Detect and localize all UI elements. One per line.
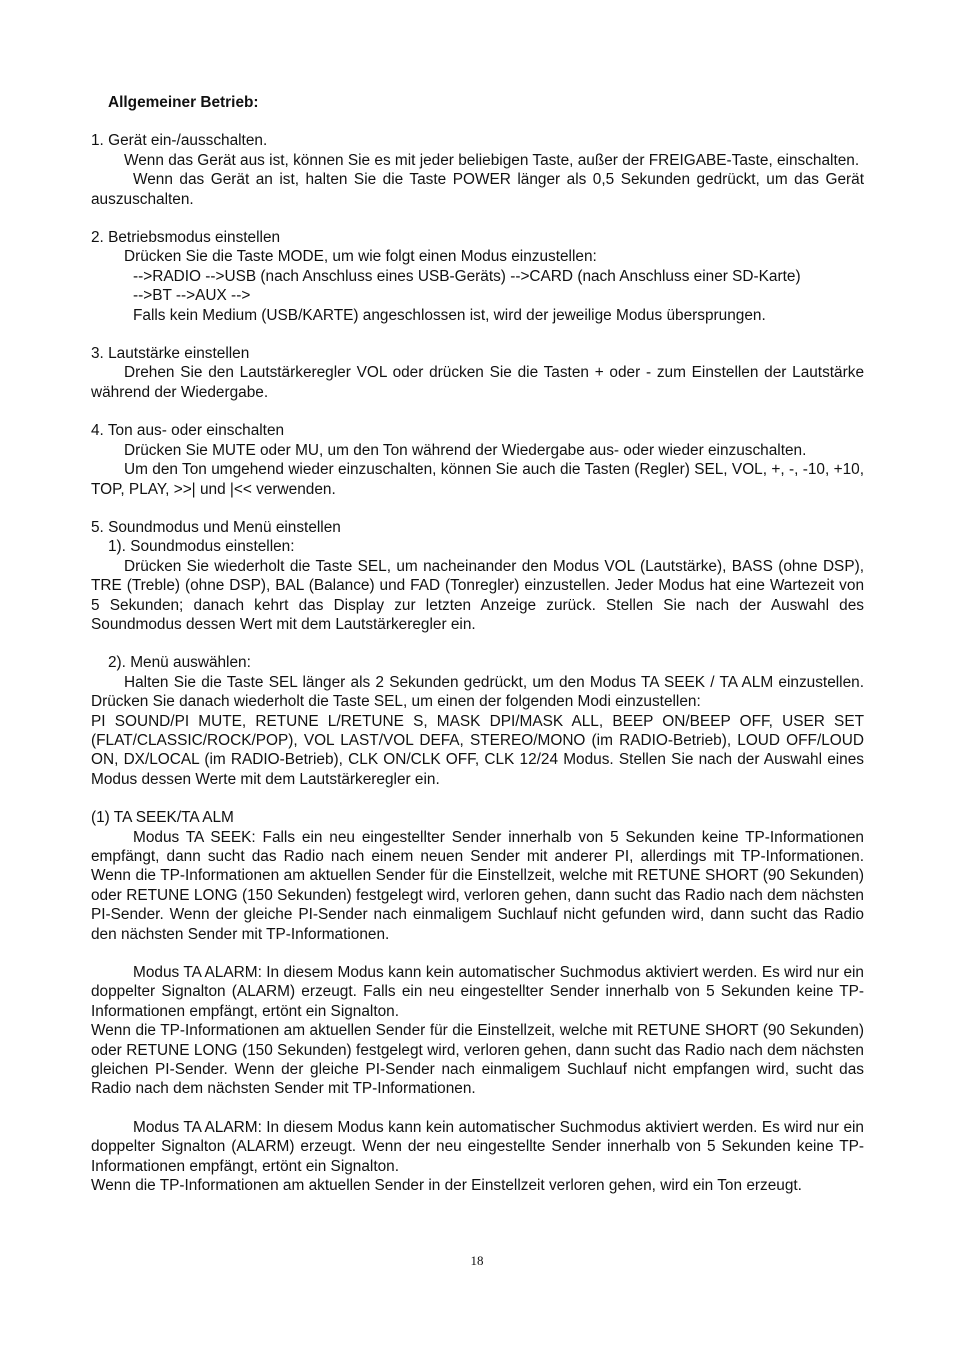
page-number: 18 [470,1253,484,1268]
paragraph: Drücken Sie die Taste MODE, um wie folgt einen Modus einzustellen: [124,248,597,266]
paragraph: Drücken Sie MUTE oder MU, um den Ton während der Wiedergabe aus- oder wieder einzuschalten. [124,441,807,459]
mode-sequence-line: -->RADIO -->USB (nach Anschluss eines USB-Geräts) -->CARD (nach Anschluss einer SD-Karte) [133,267,801,285]
page-title: Allgemeiner Betrieb: [108,94,259,111]
paragraph: Drücken Sie wiederholt die Taste SEL, um nacheinander den Modus VOL (Lautstärke), BASS (ohne DSP), TRE (Treble) (ohne DSP), BAL (Balance) und FAD (Tonregler) einzustellen. Jeder Modus hat eine Wartezeit von 5 Sekunden; danach kehrt das Display zur letzten Anzeige zurück. Stellen Sie nach der Auswahl des Soundmodus dessen Wert mit dem Lautstärkeregler ein. [91,557,864,633]
paragraph: Halten Sie die Taste SEL länger als 2 Sekunden gedrückt, um den Modus TA SEEK / TA ALM einzustellen. Drücken Sie danach wiederholt die Taste SEL, um einen der folgenden Modi einzustellen: [91,673,864,711]
subsection-heading: 2). Menü auswählen: [108,654,251,672]
paragraph: Wenn die TP-Informationen am aktuellen Sender in der Einstellzeit verloren gehen, wird ein Ton erzeugt. [91,1177,802,1195]
paragraph: Wenn die TP-Informationen am aktuellen Sender für die Einstellzeit, welche mit RETUNE SHORT (90 Sekunden) oder RETUNE LONG (150 Sekunden) festgelegt wird, verloren gehen, dann sucht das Radio nach dem nächsten gleichen PI-Sender. Wenn der gleiche PI-Sender nach einmaligem Suchlauf nicht empfangen wird, sucht das Radio nach dem nächsten Sender mit TP-Informationen. [91,1022,864,1098]
subsection-heading: 1). Soundmodus einstellen: [108,538,295,556]
section-ta-seek [91,808,864,1195]
paragraph: Drehen Sie den Lautstärkeregler VOL oder drücken Sie die Tasten + oder - zum Einstellen der Lautstärke während der Wiedergabe. [91,364,864,401]
paragraph: Modus TA ALARM: In diesem Modus kann kein automatischer Suchmodus aktiviert werden. Es wird nur ein doppelter Signalton (ALARM) erzeugt. Falls ein neu eingestellter Sender innerhalb von 5 Sekunden keine TP-Informationen empfängt, ertönt ein Signalton. [91,964,864,1020]
section-sound-menu [91,518,864,789]
document-page [91,93,864,1196]
section-mute [91,421,864,499]
mode-sequence-line: -->BT -->AUX --> [133,287,251,305]
paragraph: Falls kein Medium (USB/KARTE) angeschlossen ist, wird der jeweilige Modus übersprungen. [133,306,766,324]
section-volume [91,344,864,402]
section-heading: (1) TA SEEK/TA ALM [91,809,234,827]
paragraph: Modus TA ALARM: In diesem Modus kann kein automatischer Suchmodus aktiviert werden. Es wird nur ein doppelter Signalton (ALARM) erzeugt. Wenn der neu eingestellte Sender innerhalb von 5 Sekunden keine TP-Informationen empfängt, ertönt ein Signalton. [91,1118,864,1175]
section-heading: 1. Gerät ein-/ausschalten. [91,132,268,150]
section-heading: 5. Soundmodus und Menü einstellen [91,518,341,536]
section-heading: 2. Betriebsmodus einstellen [91,229,281,247]
section-heading: 4. Ton aus- oder einschalten [91,422,285,440]
section-heading: 3. Lautstärke einstellen [91,345,250,363]
paragraph: Wenn das Gerät an ist, halten Sie die Taste POWER länger als 0,5 Sekunden gedrückt, um das Gerät auszuschalten. [91,171,864,208]
paragraph: Um den Ton umgehend wieder einzuschalten, können Sie auch die Tasten (Regler) SEL, VOL, +, -, -10, +10, TOP, PLAY, >>| und |<< verwenden. [91,461,864,498]
paragraph: PI SOUND/PI MUTE, RETUNE L/RETUNE S, MASK DPI/MASK ALL, BEEP ON/BEEP OFF, USER SET (FLAT/CLASSIC/ROCK/POP), VOL LAST/VOL DEFA, STEREO/MONO (im RADIO-Betrieb), LOUD OFF/LOUD ON, DX/LOCAL (im RADIO-Betrieb), CLK ON/CLK OFF, CLK 12/24 Modus. Stellen Sie nach der Auswahl eines Modus dessen Werte mit dem Lautstärkeregler ein. [91,712,864,788]
section-mode [91,228,864,325]
paragraph: Wenn das Gerät aus ist, können Sie es mit jeder beliebigen Taste, außer der FREIGABE-Taste, einschalten. [124,151,860,169]
section-power [91,131,864,209]
paragraph: Modus TA SEEK: Falls ein neu eingestellter Sender innerhalb von 5 Sekunden keine TP-Informationen empfängt, dann sucht das Radio nach einem neuen Sender mit anderer PI, allerdings mit TP-Informationen. Wenn die TP-Informationen am aktuellen Sender für die Einstellzeit, welche mit RETUNE SHORT (90 Sekunden) oder RETUNE LONG (150 Sekunden) festgelegt wird, verloren gehen, dann sucht das Radio nach dem nächsten PI-Sender. Wenn der gleiche PI-Sender nach einmaligem Suchlauf nicht gefunden wird, dann sucht das Radio den nächsten Sender mit TP-Informationen. [91,828,864,943]
